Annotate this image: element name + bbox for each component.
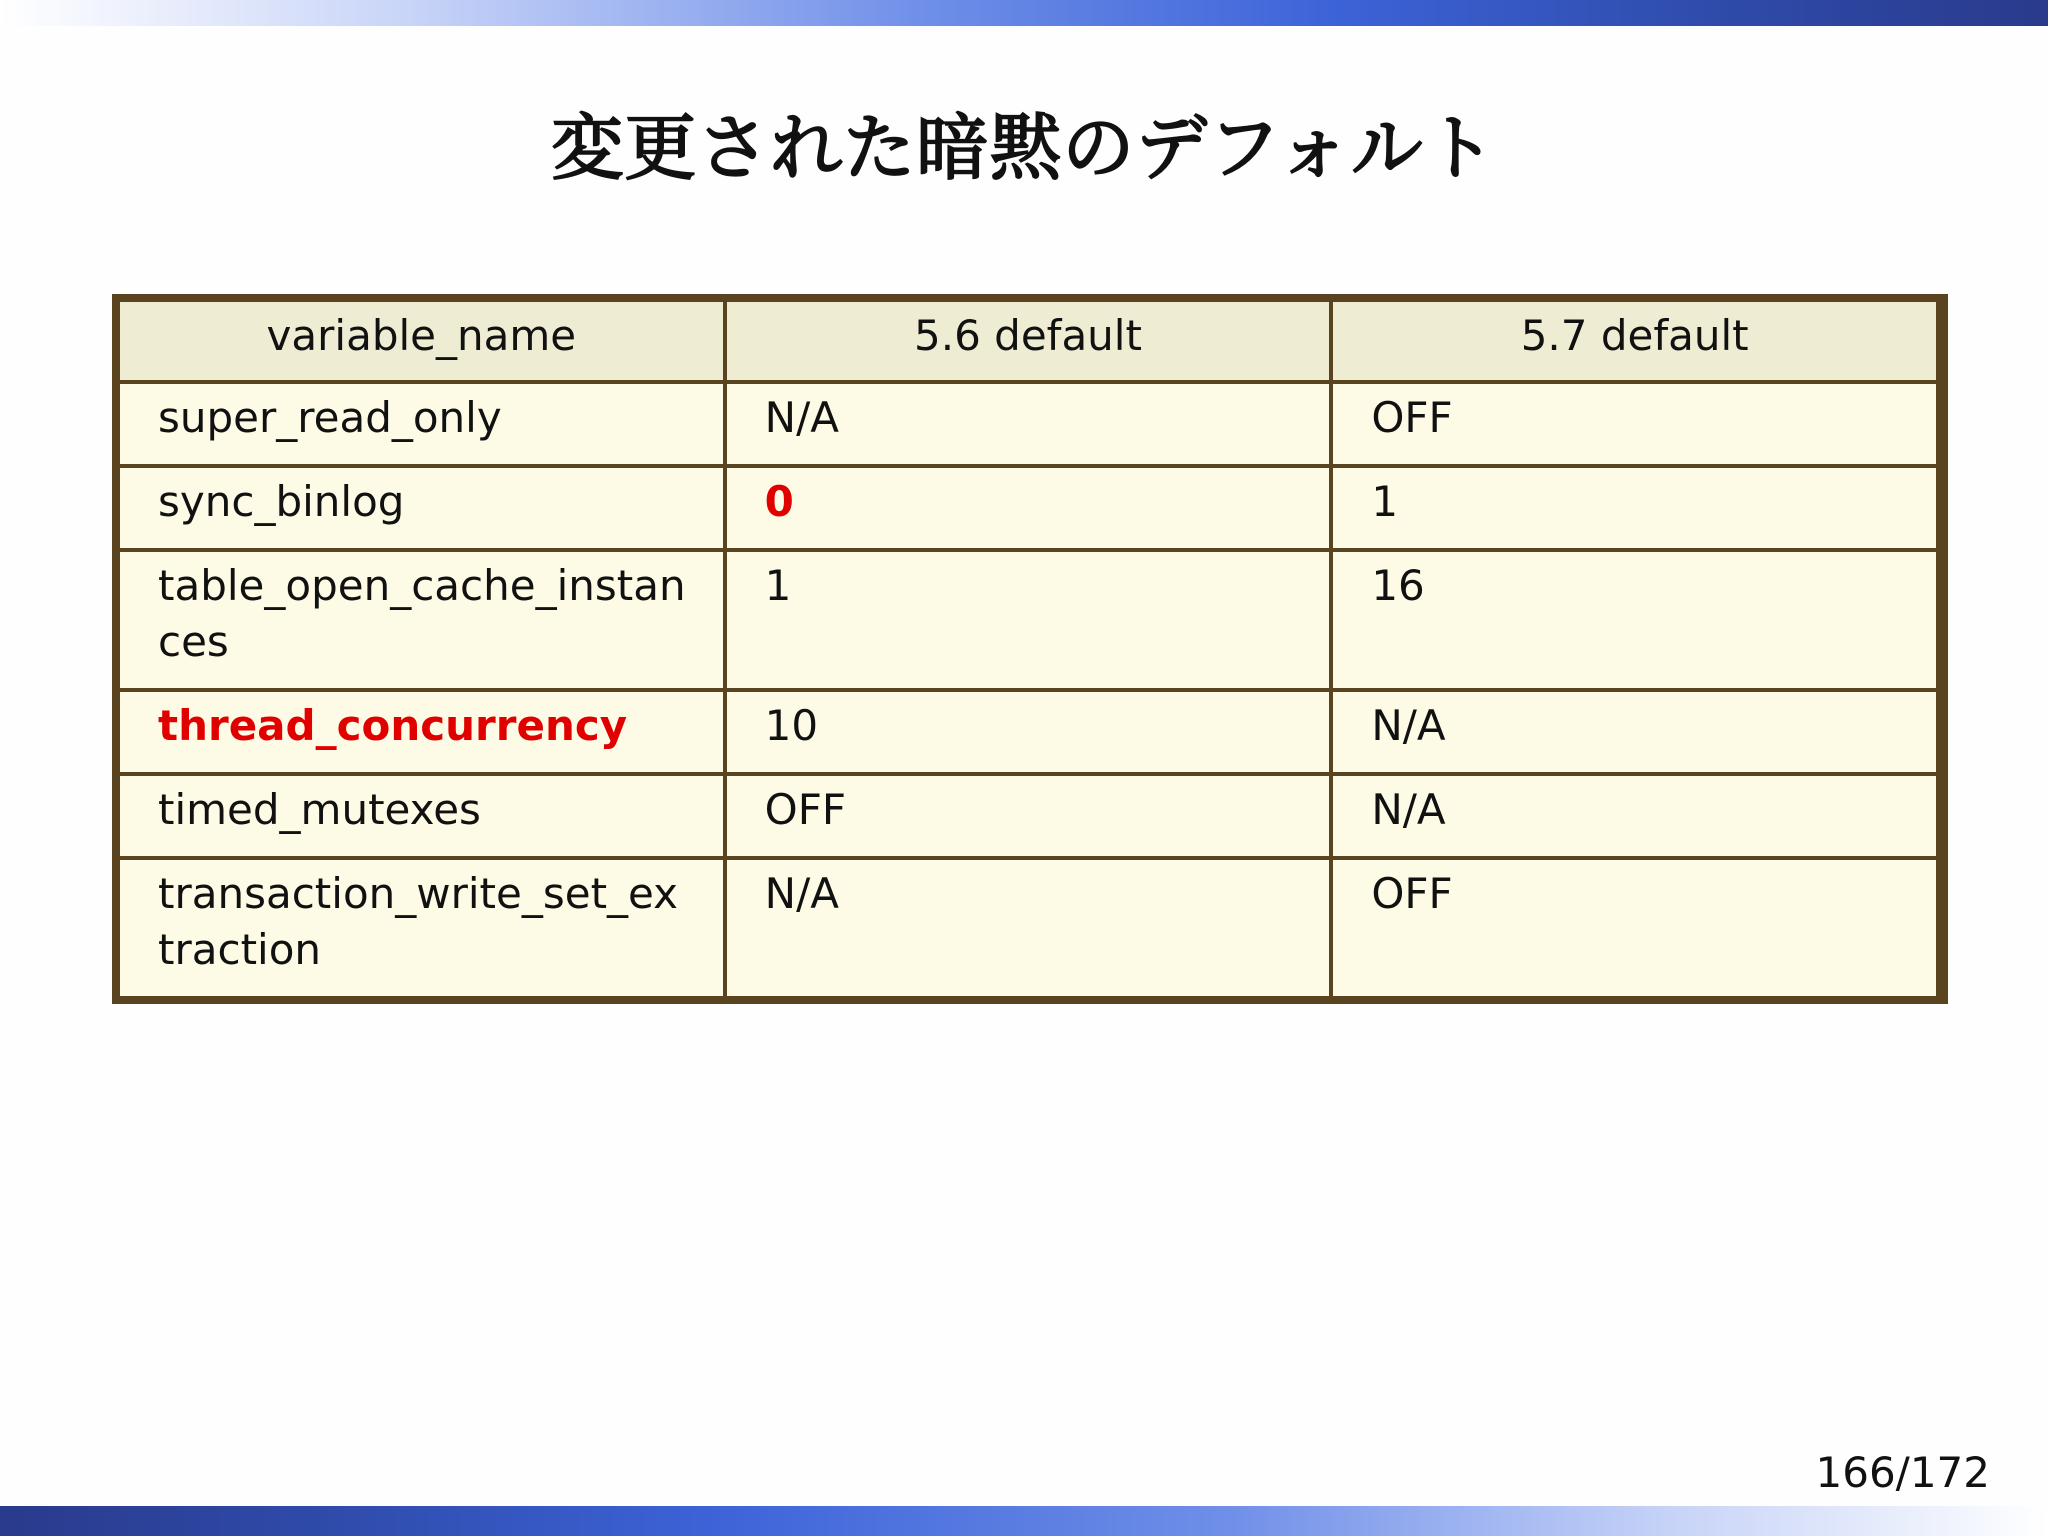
defaults-table	[116, 298, 1940, 1000]
table-row	[118, 774, 1938, 858]
cell-variable: super_read_only	[118, 382, 725, 466]
cell-57-value: N/A	[1331, 774, 1938, 858]
header-57-default: 5.7 default	[1331, 300, 1938, 382]
slide-title: 変更された暗黙のデフォルト	[551, 106, 1497, 190]
cell-57-value: 16	[1331, 550, 1938, 690]
cell-56-value: 1	[725, 550, 1332, 690]
cell-56-value: N/A	[725, 382, 1332, 466]
table-row	[118, 690, 1938, 774]
header-variable-name: variable_name	[118, 300, 725, 382]
cell-57-value: OFF	[1331, 382, 1938, 466]
table-row	[118, 466, 1938, 550]
table-row	[118, 550, 1938, 690]
cell-56-value-highlighted: 0	[725, 466, 1332, 550]
table-row	[118, 858, 1938, 998]
bottom-gradient-bar	[0, 1506, 2048, 1536]
page-number: 166/172	[1815, 1448, 1990, 1497]
defaults-table-container	[112, 294, 1948, 1004]
cell-variable: timed_mutexes	[118, 774, 725, 858]
cell-variable-highlighted: thread_concurrency	[118, 690, 725, 774]
cell-57-value: OFF	[1331, 858, 1938, 998]
table-header-row	[118, 300, 1938, 382]
cell-57-value: N/A	[1331, 690, 1938, 774]
cell-56-value: N/A	[725, 858, 1332, 998]
header-56-default: 5.6 default	[725, 300, 1332, 382]
cell-57-value: 1	[1331, 466, 1938, 550]
cell-56-value: OFF	[725, 774, 1332, 858]
top-gradient-bar	[0, 0, 2048, 26]
cell-variable: transaction_write_set_ex traction	[118, 858, 725, 998]
table-row	[118, 382, 1938, 466]
cell-56-value: 10	[725, 690, 1332, 774]
cell-variable: sync_binlog	[118, 466, 725, 550]
cell-variable: table_open_cache_instan ces	[118, 550, 725, 690]
